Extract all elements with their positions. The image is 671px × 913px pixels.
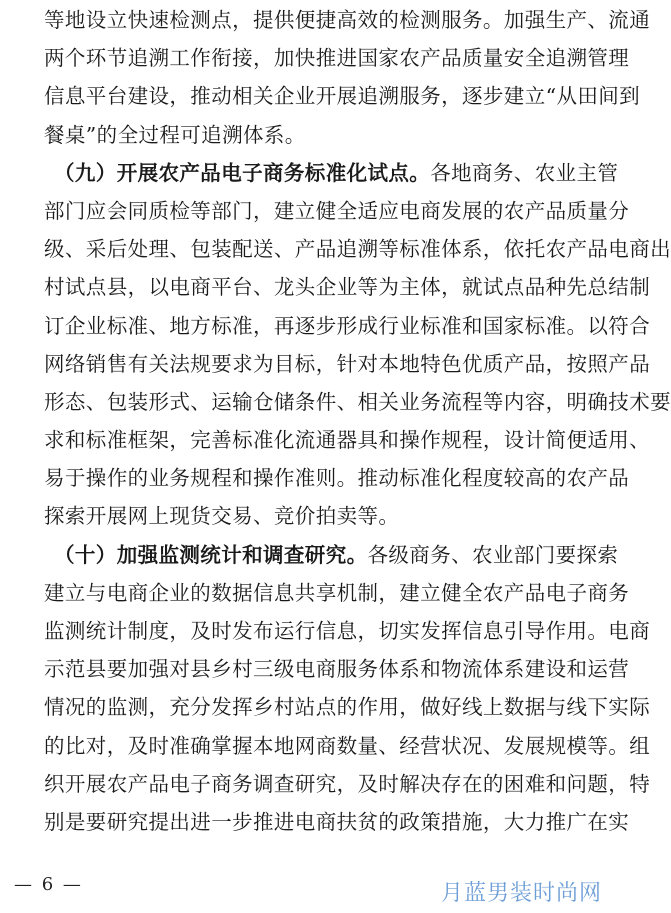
paragraph-line: 订企业标准、地方标准，再逐步形成行业标准和国家标准。以符合 (44, 313, 651, 338)
section-9-heading: （九）开展农产品电子商务标准化试点。 (54, 160, 431, 185)
page-number: — 6 — (14, 874, 83, 895)
paragraph-line: 监测统计制度，及时发布运行信息，切实发挥信息引导作用。电商 (44, 619, 651, 643)
section-10-heading: （十）加强监测统计和调查研究。 (54, 542, 368, 567)
watermark: 月蓝男装时尚网 (440, 881, 602, 906)
paragraph-line: 信息平台建设，推动相关企业开展追溯服务，逐步建立“从田间到 (44, 84, 641, 109)
paragraph-line: 织开展农产品电子商务调查研究，及时解决存在的困难和问题，特 (44, 771, 651, 796)
paragraph-line: 等地设立快速检测点，提供便捷高效的检测服务。加强生产、流通 (44, 8, 651, 32)
paragraph-line: 建立与电商企业的数据信息共享机制，建立健全农产品电子商务 (44, 580, 630, 605)
paragraph-line: 级、采后处理、包装配送、产品追溯等标准体系，依托农产品电商出 (44, 237, 671, 262)
paragraph-line: 易于操作的业务规程和操作准则。推动标准化程度较高的农产品 (44, 466, 630, 491)
paragraph-line: 餐桌”的全过程可追溯体系。 (44, 122, 306, 147)
paragraph-line: 求和标准框架，完善标准化流通器具和操作规程，设计简便适用、 (44, 428, 651, 453)
paragraph-line: 村试点县，以电商平台、龙头企业等为主体，就试点品种先总结制 (44, 275, 651, 300)
paragraph-line: 形态、包装形式、运输仓储条件、相关业务流程等内容，明确技术要 (44, 389, 671, 414)
section-10-first-line-text: 各级商务、农业部门要探索 (367, 542, 619, 567)
section-9-first-line-text: 各地商务、农业主管 (430, 160, 619, 185)
paragraph-line: 两个环节追溯工作衔接，加快推进国家农产品质量安全追溯管理 (44, 46, 630, 71)
section-9-first-line (44, 157, 619, 195)
section-10-first-line (44, 539, 619, 577)
paragraph-line: 部门应会同质检等部门，建立健全适应电商发展的农产品质量分 (44, 198, 630, 223)
paragraph-line: 示范县要加强对县乡村三级电商服务体系和物流体系建设和运营 (44, 657, 630, 682)
paragraph-line: 别是要研究提出进一步推进电商扶贫的政策措施，大力推广在实 (44, 809, 630, 834)
paragraph-line: 探索开展网上现货交易、竞价拍卖等。 (44, 504, 400, 529)
paragraph-line: 网络销售有关法规要求为目标，针对本地特色优质产品，按照产品 (44, 351, 651, 376)
paragraph-line: 情况的监测，充分发挥乡村站点的作用，做好线上数据与线下实际 (44, 695, 651, 720)
paragraph-line: 的比对，及时准确掌握本地网商数量、经营状况、发展规模等。组 (44, 733, 651, 758)
body-text (44, 4, 671, 844)
